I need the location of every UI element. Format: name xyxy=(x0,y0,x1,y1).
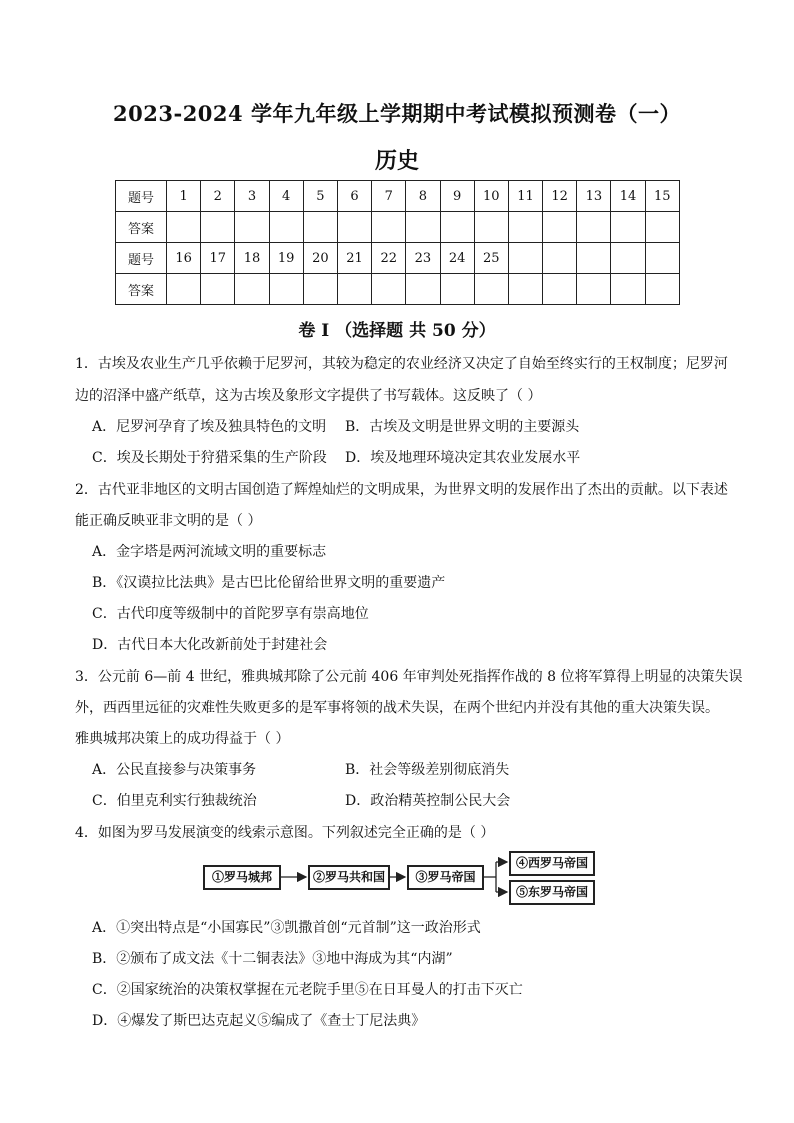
answer-cell[interactable] xyxy=(201,274,235,305)
question-3-option-b: B．社会等级差别彻底消失 xyxy=(345,762,510,778)
table-row xyxy=(116,212,680,243)
answer-cell[interactable] xyxy=(372,274,406,305)
question-1-option-b: B．古埃及文明是世界文明的主要源头 xyxy=(345,419,580,435)
question-number: 19 xyxy=(269,243,303,274)
question-3-option-a: A．公民直接参与决策事务 xyxy=(92,762,257,778)
answer-cell[interactable] xyxy=(508,212,542,243)
answer-cell[interactable] xyxy=(440,274,474,305)
question-number xyxy=(577,243,611,274)
question-2-option-a: A．金字塔是两河流域文明的重要标志 xyxy=(92,544,327,560)
question-number: 15 xyxy=(645,181,679,212)
question-number: 23 xyxy=(406,243,440,274)
question-number xyxy=(611,243,645,274)
table-row xyxy=(116,181,680,212)
question-1-option-a: A．尼罗河孕育了埃及独具特色的文明 xyxy=(92,419,327,435)
answer-cell[interactable] xyxy=(577,212,611,243)
question-number xyxy=(645,243,679,274)
question-1-stem: 1．古埃及农业生产几乎依赖于尼罗河，其较为稳定的农业经济又决定了自始至终实行的王权制度；尼罗河 xyxy=(75,356,728,372)
answer-cell[interactable] xyxy=(611,274,645,305)
answer-cell[interactable] xyxy=(645,212,679,243)
row-label: 答案 xyxy=(116,212,167,243)
subject-title: 历史 xyxy=(374,148,419,174)
answer-cell[interactable] xyxy=(337,212,371,243)
question-2-stem: 2．古代亚非地区的文明古国创造了辉煌灿烂的文明成果，为世界文明的发展作出了杰出的贡献。以下表述 xyxy=(75,482,728,498)
answer-cell[interactable] xyxy=(645,274,679,305)
question-number: 18 xyxy=(235,243,269,274)
question-3-stem: 外，西西里远征的灾难性失败更多的是军事将领的战术失误，在两个世纪内并没有其他的重大决策失误。 xyxy=(75,700,719,716)
answer-cell[interactable] xyxy=(508,274,542,305)
question-number: 16 xyxy=(167,243,201,274)
answer-cell[interactable] xyxy=(201,212,235,243)
box-roman-republic: ②罗马共和国 xyxy=(308,865,390,890)
question-2-option-d: D．古代日本大化改新前处于封建社会 xyxy=(92,637,328,653)
question-number: 9 xyxy=(440,181,474,212)
question-3-stem: 雅典城邦决策上的成功得益于（ ） xyxy=(75,731,290,747)
question-1-stem: 边的沼泽中盛产纸草，这为古埃及象形文字提供了书写载体。这反映了（ ） xyxy=(75,388,542,404)
question-number: 25 xyxy=(474,243,508,274)
section-title: 卷 I （选择题 共 50 分） xyxy=(298,321,496,341)
table-row xyxy=(116,274,680,305)
question-number: 17 xyxy=(201,243,235,274)
question-number: 21 xyxy=(337,243,371,274)
question-number: 11 xyxy=(508,181,542,212)
question-number: 8 xyxy=(406,181,440,212)
answer-cell[interactable] xyxy=(269,274,303,305)
question-number: 6 xyxy=(337,181,371,212)
question-4-stem: 4．如图为罗马发展演变的线索示意图。下列叙述完全正确的是（ ） xyxy=(75,825,495,841)
row-label: 题号 xyxy=(116,181,167,212)
question-number: 7 xyxy=(372,181,406,212)
question-number: 12 xyxy=(543,181,577,212)
question-number: 5 xyxy=(303,181,337,212)
question-number: 14 xyxy=(611,181,645,212)
question-4-option-c: C．②国家统治的决策权掌握在元老院手里⑤在日耳曼人的打击下灭亡 xyxy=(92,982,523,998)
question-number: 24 xyxy=(440,243,474,274)
answer-cell[interactable] xyxy=(543,274,577,305)
box-western-roman-empire: ④西罗马帝国 xyxy=(509,851,595,876)
answer-cell[interactable] xyxy=(303,212,337,243)
question-number: 13 xyxy=(577,181,611,212)
answer-cell[interactable] xyxy=(577,274,611,305)
row-label: 答案 xyxy=(116,274,167,305)
question-2-stem: 能正确反映亚非文明的是（ ） xyxy=(75,513,262,529)
rome-timeline-diagram xyxy=(200,850,600,906)
answer-cell[interactable] xyxy=(474,212,508,243)
answer-cell[interactable] xyxy=(440,212,474,243)
question-2-option-b: B．《汉谟拉比法典》是古巴比伦留给世界文明的重要遗产 xyxy=(92,575,446,591)
question-1-option-d: D．埃及地理环境决定其农业发展水平 xyxy=(345,450,581,466)
answer-cell[interactable] xyxy=(611,212,645,243)
question-number xyxy=(508,243,542,274)
answer-cell[interactable] xyxy=(337,274,371,305)
question-number: 10 xyxy=(474,181,508,212)
question-number: 4 xyxy=(269,181,303,212)
table-row xyxy=(116,243,680,274)
question-number: 22 xyxy=(372,243,406,274)
answer-cell[interactable] xyxy=(406,212,440,243)
question-2-option-c: C．古代印度等级制中的首陀罗享有崇高地位 xyxy=(92,606,369,622)
question-4-option-a: A．①突出特点是“小国寡民”③凯撒首创“元首制”这一政治形式 xyxy=(92,920,481,936)
question-3-option-c: C．伯里克利实行独裁统治 xyxy=(92,793,257,809)
box-eastern-roman-empire: ⑤东罗马帝国 xyxy=(509,880,595,905)
question-number: 20 xyxy=(303,243,337,274)
answer-cell[interactable] xyxy=(167,274,201,305)
answer-cell[interactable] xyxy=(474,274,508,305)
question-1-option-c: C．埃及长期处于狩猎采集的生产阶段 xyxy=(92,450,327,466)
answer-cell[interactable] xyxy=(303,274,337,305)
answer-cell[interactable] xyxy=(167,212,201,243)
answer-cell[interactable] xyxy=(269,212,303,243)
answer-cell[interactable] xyxy=(543,212,577,243)
question-3-stem: 3．公元前 6—前 4 世纪，雅典城邦除了公元前 406 年审判处死指挥作战的 8 位将军算得上明显的决策失误 xyxy=(75,669,743,685)
box-rome-city-state: ①罗马城邦 xyxy=(203,865,281,890)
question-4-option-d: D．④爆发了斯巴达克起义⑤编成了《查士丁尼法典》 xyxy=(92,1013,426,1029)
answer-cell[interactable] xyxy=(406,274,440,305)
answer-cell[interactable] xyxy=(372,212,406,243)
row-label: 题号 xyxy=(116,243,167,274)
question-number: 1 xyxy=(167,181,201,212)
question-number xyxy=(543,243,577,274)
question-3-option-d: D．政治精英控制公民大会 xyxy=(345,793,511,809)
box-roman-empire: ③罗马帝国 xyxy=(407,865,484,890)
answer-cell[interactable] xyxy=(235,274,269,305)
answer-cell[interactable] xyxy=(235,212,269,243)
exam-title: 2023-2024 学年九年级上学期期中考试模拟预测卷（一） xyxy=(113,101,681,126)
question-number: 3 xyxy=(235,181,269,212)
question-4-option-b: B．②颁布了成文法《十二铜表法》③地中海成为其“内湖” xyxy=(92,951,453,967)
question-number: 2 xyxy=(201,181,235,212)
answer-table xyxy=(115,180,680,305)
